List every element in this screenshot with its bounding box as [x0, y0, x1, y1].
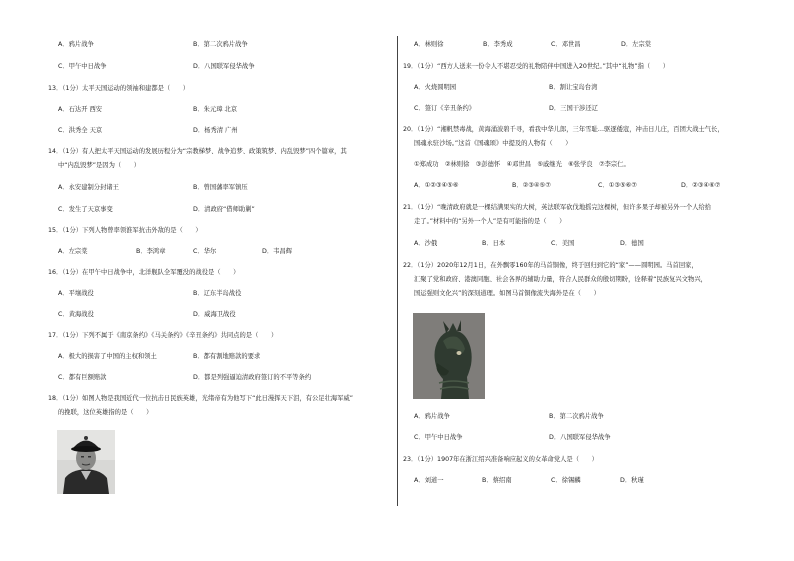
q19-option-c[interactable]: C．签订《辛丑条约》 [414, 105, 476, 112]
q18-option-a[interactable]: A．林则徐 [414, 41, 444, 48]
q13-stem: 13．（1分）太平天国运动的领袖和建都是（ ） [48, 85, 190, 92]
q19-option-a[interactable]: A．火烧圆明园 [414, 84, 457, 91]
q20-stem-line2: 国魂永驻沙场。”这首《国魂颂》中提及的人物有（ ） [414, 140, 572, 147]
q22-option-a[interactable]: A．鸦片战争 [414, 413, 450, 420]
q21-option-b[interactable]: B．日本 [482, 240, 506, 247]
q17-option-b[interactable]: B．都有割地赔款的要求 [193, 353, 261, 360]
q19-option-b[interactable]: B．割让宝岛台湾 [549, 84, 598, 91]
q13-option-a[interactable]: A．石达开 西安 [58, 106, 103, 113]
horse-head-bronze-photo [413, 313, 485, 399]
q13-option-c[interactable]: C．洪秀全 天京 [58, 127, 103, 134]
q22-stem-line1: 22．（1分）2020年12月1日，在外飘零160年的马首铜像，终于回归到它的“家”——圆明园。马首回家， [403, 262, 698, 269]
q15-option-b[interactable]: B．李鸿章 [136, 248, 166, 255]
q20-people-list: ①郑成功 ②林则徐 ③彭德怀 ④邓世昌 ⑤戚继光 ⑥张学良 ⑦李宗仁。 [414, 161, 630, 168]
q20-option-c[interactable]: C．①③⑤⑥⑦ [598, 182, 637, 189]
q16-option-c[interactable]: C．黄海战役 [58, 311, 94, 318]
q15-option-d[interactable]: D．韦昌辉 [262, 248, 293, 255]
q22-option-c[interactable]: C．甲午中日战争 [414, 434, 463, 441]
portrait-photo [57, 430, 115, 494]
q23-option-d[interactable]: D．秋瑾 [620, 477, 644, 484]
q20-stem-line1: 20．（1分）“湘帆禁毒战，黄海涌波碧千寻，看我中华儿郎，三年雪耻…驱逐倭寇，冲击日儿庄，百团大战士气长， [403, 126, 724, 133]
q18-stem-line1: 18．（1分）如图人物是我国近代一位抗击日民族英雄，光绪帝有为他写下“此日漫挥天下泪，有公足壮海军威” [48, 395, 354, 402]
q14-stem-line1: 14．（1分）有人把太平天国运动的发展历程分为“宗教梯梦、战争追梦、政策筑梦、内乱毁梦”四个篇章，其 [48, 148, 347, 155]
q21-option-d[interactable]: D．德国 [620, 240, 644, 247]
q17-option-a[interactable]: A．极大的损害了中国的主权和领土 [58, 353, 157, 360]
q12-option-b[interactable]: B．第二次鸦片战争 [193, 41, 248, 48]
q13-option-b[interactable]: B．朱元璋 北京 [193, 106, 238, 113]
q23-stem: 23．（1分）1907年在浙江绍兴准备响应起义的女革命党人是（ ） [403, 456, 598, 463]
q23-option-b[interactable]: B．蔡绍南 [482, 477, 512, 484]
q22-stem-line2: 汇聚了党和政府、港澳同胞、社会各界的辅助力量，符合人民群众的殷切期盼，诠释着“民族复兴文物兴， [414, 276, 707, 283]
q12-option-c[interactable]: C．甲午中日战争 [58, 63, 107, 70]
column-divider [397, 36, 398, 506]
q16-option-a[interactable]: A．平壤战役 [58, 290, 94, 297]
q22-option-b[interactable]: B．第二次鸦片战争 [549, 413, 604, 420]
q16-option-b[interactable]: B．辽东半岛战役 [193, 290, 242, 297]
q19-stem: 19．（1分）“西方人送来一份令人不堪忍受的礼物陪伴中国进入20世纪。”其中“礼物”指（ ） [403, 63, 670, 70]
q20-option-b[interactable]: B．②③④⑤⑦ [512, 182, 551, 189]
q20-option-a[interactable]: A．①②③④⑤⑥ [414, 182, 459, 189]
q18-option-d[interactable]: D．左宗棠 [621, 41, 652, 48]
q14-option-b[interactable]: B．曾国藩率军镇压 [193, 184, 248, 191]
q16-option-d[interactable]: D．威海卫战役 [193, 311, 236, 318]
q21-option-a[interactable]: A．沙俄 [414, 240, 438, 247]
q14-option-a[interactable]: A．永安建制分封诸王 [58, 184, 119, 191]
q21-option-c[interactable]: C．美国 [551, 240, 575, 247]
q15-stem: 15．（1分）下列人物曾率领淮军抗击外敌的是（ ） [48, 227, 202, 234]
q15-option-a[interactable]: A．左宗棠 [58, 248, 88, 255]
q14-option-c[interactable]: C．发生了天京事变 [58, 206, 113, 213]
q22-option-d[interactable]: D．八国联军侵华战争 [549, 434, 611, 441]
q23-option-c[interactable]: C．徐锡麟 [551, 477, 581, 484]
q14-option-d[interactable]: D．清政府“借师助剿” [193, 206, 255, 213]
q22-stem-line3: 国运强则文化兴”的深刻道理。如图马首铜像流失海外是在（ ） [414, 290, 600, 297]
q18-option-b[interactable]: B．李秀成 [483, 41, 513, 48]
q18-option-c[interactable]: C．邓世昌 [551, 41, 581, 48]
q15-option-c[interactable]: C．华尔 [193, 248, 217, 255]
q12-option-a[interactable]: A．鸦片战争 [58, 41, 94, 48]
q21-stem-line1: 21．（1分）“晚清政府就是一棵结满果实的大树，英法联军砍伐地摇完这棵树，但许多果子却被另外一个人给拾 [403, 204, 712, 211]
q17-option-c[interactable]: C．都有巨额赔款 [58, 374, 107, 381]
q17-option-d[interactable]: D．都是列强逼迫清政府签订的不平等条约 [193, 374, 312, 381]
q20-option-d[interactable]: D．②③④⑥⑦ [681, 182, 721, 189]
q14-stem-line2: 中“内乱毁梦”是因为（ ） [58, 162, 141, 169]
q17-stem: 17．（1分）下列不属于《南京条约》《马关条约》《辛丑条约》共同点的是（ ） [48, 332, 278, 339]
q19-option-d[interactable]: D．三国干涉还辽 [549, 105, 598, 112]
q16-stem: 16．（1分）在甲午中日战争中，北洋舰队全军覆没的战役是（ ） [48, 269, 240, 276]
q13-option-d[interactable]: D．杨秀清 广州 [193, 127, 238, 134]
q18-stem-line2: 的挽联，这位英雄指的是（ ） [58, 409, 153, 416]
q12-option-d[interactable]: D．八国联军侵华战争 [193, 63, 255, 70]
q21-stem-line2: 走了。”材料中的“另外一个人”是有可能指的是（ ） [414, 218, 566, 225]
q23-option-a[interactable]: A．刘道一 [414, 477, 444, 484]
